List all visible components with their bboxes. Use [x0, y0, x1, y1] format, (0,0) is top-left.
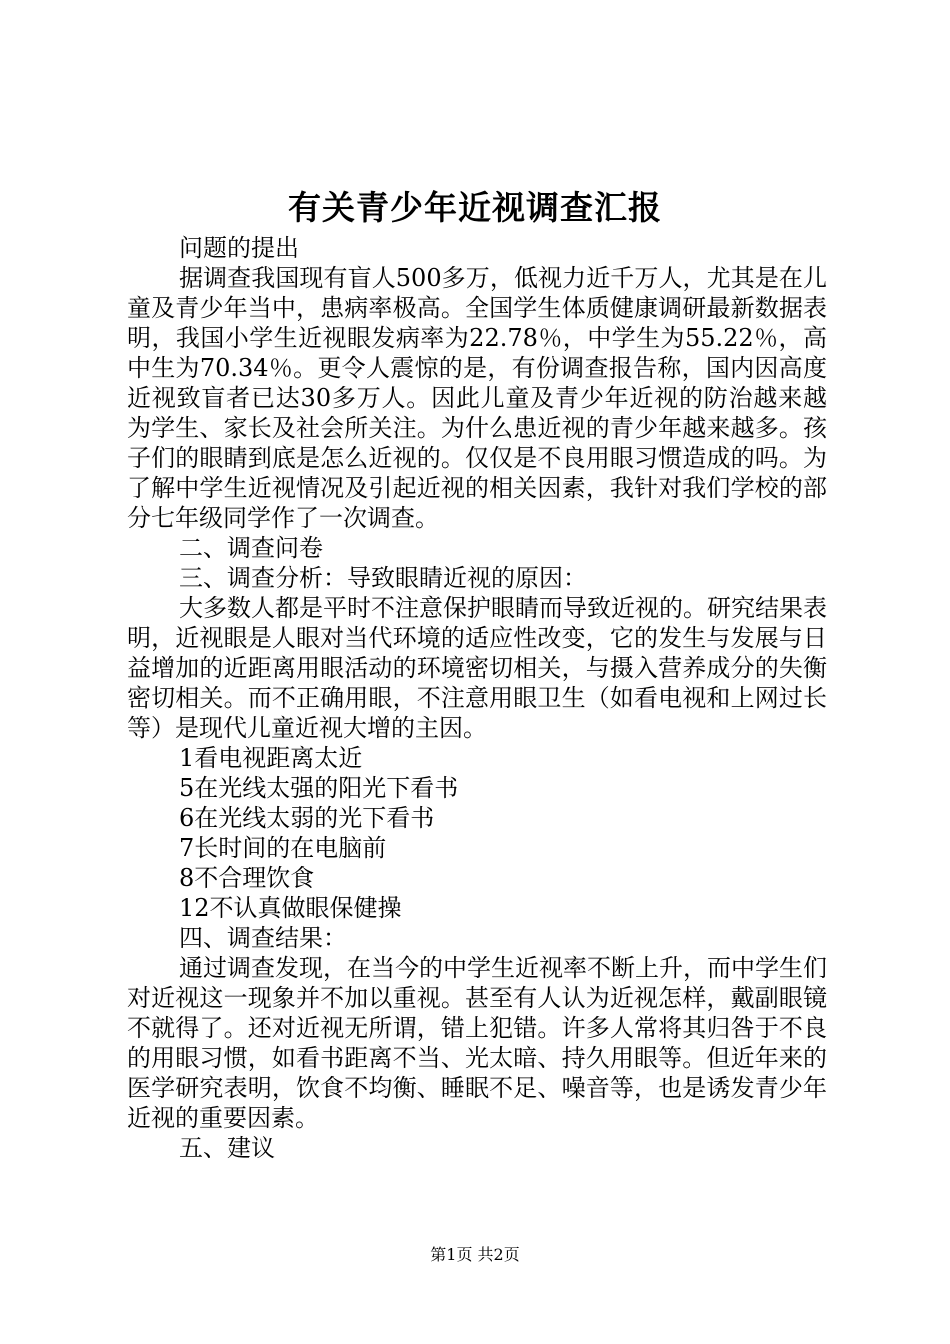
list-item: 12不认真做眼保健操 [179, 894, 402, 922]
section-heading: 二、调查问卷 [179, 534, 323, 562]
document-title: 有关青少年近视调查汇报 [288, 188, 662, 227]
section-heading: 四、调查结果： [179, 924, 347, 952]
section-heading: 五、建议 [179, 1134, 275, 1162]
page-footer: 第1页 共2页 [430, 1245, 520, 1264]
body-paragraph: 据调查我国现有盲人500多万，低视力近千万人，尤其是在儿童及青少年当中，患病率极高。全国学生体质健康调研最新数据表明，我国小学生近视眼发病率为22.78％，中学生为55.22％，高中生为70.34％。更令人震惊的是，有份调查报告称，国内因高度近视致盲者已达30多万人。因此儿童及青少年近视的防治越来越为学生、家长及社会所关注。为什么患近视的青少年越来越多。孩子们的眼睛到底是怎么近视的。仅仅是不良用眼习惯造成的吗。为了解中学生近视情况及引起近视的相关因素，我针对我们学校的部分七年级同学作了一次调查。 [127, 264, 827, 532]
section-heading: 三、调查分析：导致眼睛近视的原因： [179, 564, 587, 592]
body-paragraph: 通过调查发现，在当今的中学生近视率不断上升，而中学生们对近视这一现象并不加以重视。甚至有人认为近视怎样，戴副眼镜不就得了。还对近视无所谓，错上犯错。许多人常将其归咎于不良的用眼习惯，如看书距离不当、光太暗、持久用眼等。但近年来的医学研究表明，饮食不均衡、睡眠不足、噪音等，也是诱发青少年近视的重要因素。 [127, 954, 827, 1132]
body-paragraph: 大多数人都是平时不注意保护眼睛而导致近视的。研究结果表明，近视眼是人眼对当代环境的适应性改变，它的发生与发展与日益增加的近距离用眼活动的环境密切相关，与摄入营养成分的失衡密切相关。而不正确用眼，不注意用眼卫生（如看电视和上网过长等）是现代儿童近视大增的主因。 [127, 594, 827, 742]
list-item: 1看电视距离太近 [179, 744, 363, 772]
document-body [127, 233, 827, 1163]
section-heading: 问题的提出 [179, 234, 299, 262]
list-item: 5在光线太强的阳光下看书 [179, 774, 459, 802]
list-item: 8不合理饮食 [179, 864, 315, 892]
list-item: 7长时间的在电脑前 [179, 834, 387, 862]
list-item: 6在光线太弱的光下看书 [179, 804, 435, 832]
